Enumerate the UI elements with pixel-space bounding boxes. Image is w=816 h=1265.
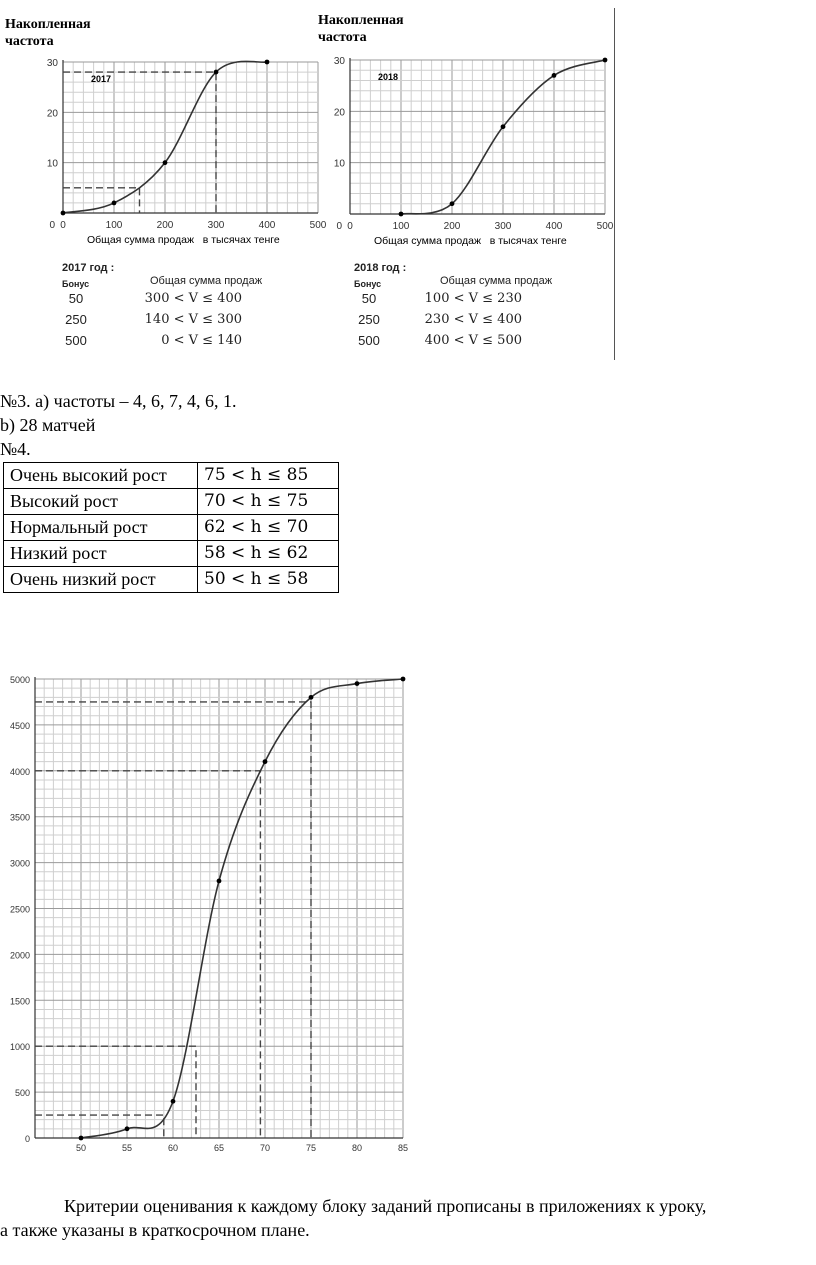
data-point [401, 677, 406, 682]
data-point [309, 695, 314, 700]
y-tick-label: 20 [46, 108, 58, 120]
y-tick-label: 1000 [9, 1042, 30, 1053]
answer-line-3: №4. [0, 439, 31, 459]
cumulative-height-chart [0, 668, 412, 1158]
data-point [355, 681, 360, 686]
bonus-table-2017 [62, 262, 332, 354]
height-row [4, 489, 339, 515]
y-tick-label: 30 [333, 56, 345, 67]
x-axis-label: Общая сумма продаж в тысячах тенге [87, 234, 280, 246]
height-row [4, 463, 339, 489]
y-tick-label: 2500 [9, 904, 30, 915]
height-category-label: Очень высокий рост [4, 463, 198, 489]
y-tick-label: 1500 [9, 996, 30, 1007]
height-range: 50 < h ≤ 58 [198, 567, 339, 593]
height-row [4, 541, 339, 567]
data-point [501, 124, 506, 129]
data-point [214, 70, 219, 75]
data-point [552, 73, 557, 78]
height-categories-table [3, 462, 339, 593]
guide-line [63, 188, 140, 213]
x-tick-label: 400 [545, 221, 563, 232]
chart2-ylabel: Накопленная частота [318, 13, 404, 45]
data-point [61, 211, 66, 216]
x-tick-label: 300 [494, 221, 512, 232]
data-point [450, 201, 455, 206]
x-tick-label: 65 [213, 1143, 225, 1153]
data-point [217, 879, 222, 884]
height-row [4, 515, 339, 541]
x-tick-label: 80 [351, 1143, 363, 1153]
x-tick-label: 100 [105, 220, 123, 231]
answer-line-1: №3. а) частоты – 4, 6, 7, 4, 6, 1. [0, 391, 237, 411]
y-tick-label: 5000 [9, 675, 30, 685]
sales-range: 140 < V ≤ 300 [144, 312, 242, 327]
sales-range: 300 < V ≤ 400 [144, 291, 242, 306]
bonus-row [354, 312, 604, 333]
y-tick-label: 4500 [9, 720, 30, 731]
height-category-label: Низкий рост [4, 541, 198, 567]
y-tick-label: 500 [14, 1088, 30, 1099]
data-point [171, 1099, 176, 1104]
data-point [163, 160, 168, 165]
chart-2018 [320, 48, 620, 255]
x-tick-label: 500 [596, 221, 614, 232]
chart1-ylabel: Накопленная частота [5, 17, 91, 49]
bonus-table-2018 [354, 262, 604, 354]
data-point [125, 1126, 130, 1131]
y-tick-label: 2000 [9, 950, 30, 961]
data-point [263, 759, 268, 764]
height-range: 70 < h ≤ 75 [198, 489, 339, 515]
y-tick-label: 4000 [9, 766, 30, 777]
bonus-year-2018: 2018 год : [354, 262, 407, 274]
height-range: 62 < h ≤ 70 [198, 515, 339, 541]
bonus-col2-2017: Общая сумма продаж [150, 275, 263, 287]
bonus-value: 50 [68, 291, 84, 306]
data-point [399, 212, 404, 217]
x-tick-label: 200 [443, 221, 461, 232]
x-tick-label: 500 [309, 220, 327, 231]
x-tick-label: 50 [75, 1143, 87, 1153]
x-tick-label: 75 [305, 1143, 317, 1153]
x-tick-label: 60 [167, 1143, 179, 1153]
bonus-col2-2018: Общая сумма продаж [440, 275, 553, 287]
x-tick-label: 0 [60, 220, 66, 231]
bonus-value: 250 [358, 312, 380, 327]
y-tick-label: 10 [46, 158, 58, 170]
x-axis-label: Общая сумма продаж в тысячах тенге [374, 235, 567, 247]
sales-range: 0 < V ≤ 140 [161, 333, 242, 348]
bonus-row [354, 333, 604, 354]
y-tick-label: 20 [333, 107, 345, 119]
data-point [603, 58, 608, 63]
x-tick-label: 400 [258, 220, 276, 231]
bonus-row [62, 291, 332, 312]
footer-line-2: а также указаны в краткосрочном плане. [0, 1220, 310, 1240]
bonus-value: 500 [65, 333, 87, 348]
bonus-year-2017: 2017 год : [62, 262, 115, 274]
origin-label: 0 [49, 220, 55, 231]
x-tick-label: 55 [121, 1143, 133, 1153]
x-tick-label: 85 [397, 1143, 409, 1153]
bonus-row [62, 333, 332, 354]
chart-2017 [0, 50, 330, 255]
y-tick-label: 10 [333, 158, 345, 170]
data-point [79, 1136, 84, 1141]
x-tick-label: 70 [259, 1143, 271, 1153]
x-tick-label: 100 [392, 221, 410, 232]
height-category-label: Очень низкий рост [4, 567, 198, 593]
answer-line-2: b) 28 матчей [0, 415, 96, 435]
x-tick-label: 200 [156, 220, 174, 231]
height-category-label: Высокий рост [4, 489, 198, 515]
height-row [4, 567, 339, 593]
height-range: 58 < h ≤ 62 [198, 541, 339, 567]
sales-range: 100 < V ≤ 230 [424, 291, 522, 306]
sales-range: 230 < V ≤ 400 [424, 312, 522, 327]
bonus-row [62, 312, 332, 333]
y-tick-label: 0 [24, 1134, 30, 1144]
footer-line-1: Критерии оценивания к каждому блоку заданий прописаны в приложениях к уроку, [64, 1196, 707, 1216]
data-point [265, 60, 270, 65]
vertical-divider [614, 8, 615, 360]
origin-label: 0 [336, 221, 342, 232]
height-range: 75 < h ≤ 85 [198, 463, 339, 489]
x-tick-label: 300 [207, 220, 225, 231]
series-label: 2017 [91, 74, 112, 84]
bonus-value: 50 [361, 291, 377, 306]
y-tick-label: 30 [46, 58, 58, 69]
data-point [112, 201, 117, 206]
bonus-col1-2017: Бонус [62, 279, 90, 289]
y-tick-label: 3500 [9, 812, 30, 823]
bonus-value: 250 [65, 312, 87, 327]
bonus-value: 500 [358, 333, 380, 348]
bonus-row [354, 291, 604, 312]
sales-range: 400 < V ≤ 500 [424, 333, 522, 348]
x-tick-label: 0 [347, 221, 353, 232]
height-category-label: Нормальный рост [4, 515, 198, 541]
series-label: 2018 [378, 72, 399, 82]
y-tick-label: 3000 [9, 858, 30, 869]
bonus-col1-2018: Бонус [354, 279, 382, 289]
